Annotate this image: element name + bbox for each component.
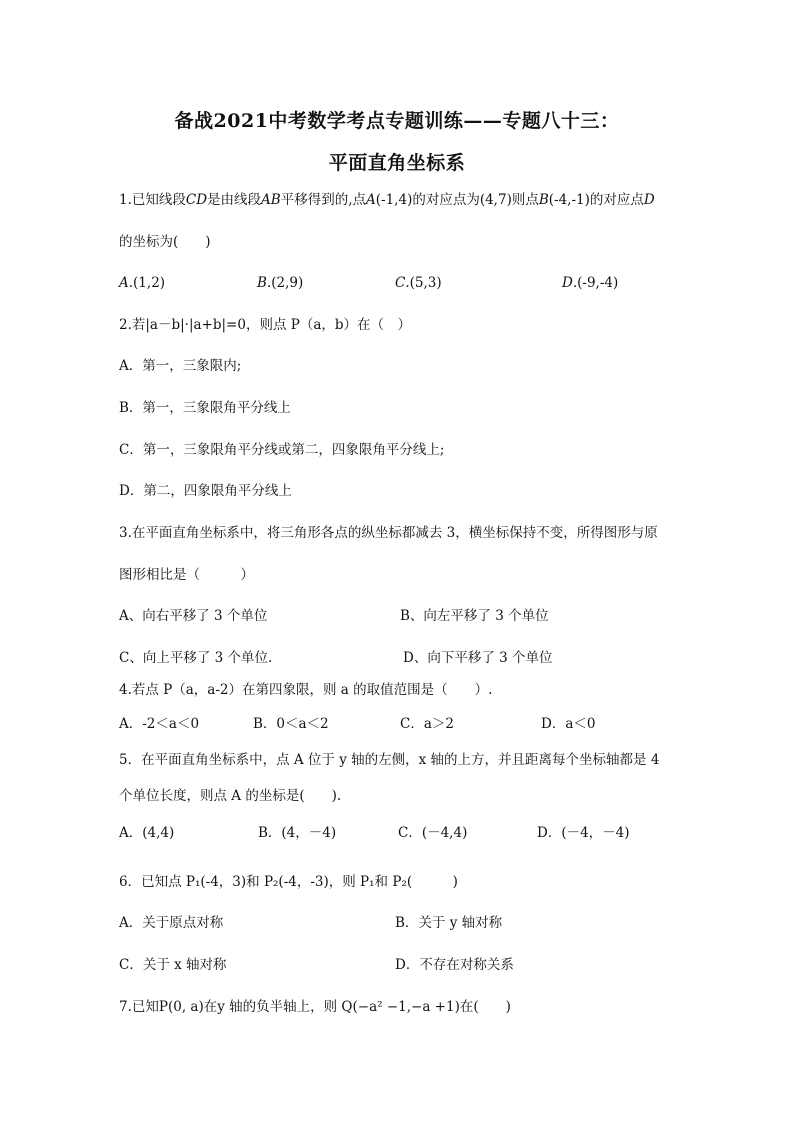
question-1-option-b: B.(2,9) — [257, 275, 304, 291]
question-1-stem: 1.已知线段CD是由线段AB平移得到的,点A(-1,4)的对应点为(4,7)则点B(-4,-1)的对应点D — [119, 192, 655, 208]
question-1-option-a: A.(1,2) — [119, 275, 166, 291]
question-5-stem: 5．在平面直角坐标系中，点 A 位于 y 轴的左侧，x 轴的上方，并且距离每个坐标轴都是 4 — [119, 752, 660, 768]
question-2-option-c: C．第一，三象限角平分线或第二，四象限角平分线上; — [119, 442, 445, 458]
question-6-option-b: B．关于 y 轴对称 — [395, 915, 503, 931]
question-2-stem: 2.若|a－b|·|a+b|=0，则点 P（a，b）在（ ） — [119, 317, 412, 333]
question-7-stem: 7.已知P(0, a)在y 轴的负半轴上，则 Q(−a² −1,−a +1)在( ) — [119, 999, 511, 1015]
question-6-option-d: D．不存在对称关系 — [395, 957, 514, 973]
title-line-1: 备战2021中考数学考点专题训练——专题八十三： — [174, 110, 620, 132]
question-3-stem: 3.在平面直角坐标系中，将三角形各点的纵坐标都减去 3，横坐标保持不变，所得图形与原 — [119, 525, 658, 541]
question-4-stem: 4.若点 P（a，a-2）在第四象限，则 a 的取值范围是（ ）. — [119, 682, 493, 698]
question-6-option-c: C．关于 x 轴对称 — [119, 957, 227, 973]
question-1-option-d: D.(-9,-4) — [562, 275, 619, 291]
question-5-option-b: B．(4，－4) — [258, 825, 337, 841]
question-1-stem-line-2: 的坐标为( ) — [119, 234, 211, 250]
question-6-stem: 6．已知点 P₁(-4，3)和 P₂(-4，-3)，则 P₁和 P₂( ) — [119, 874, 458, 890]
question-5-stem-line-2: 个单位长度，则点 A 的坐标是( ). — [119, 788, 342, 804]
question-3-option-b: B、向左平移了 3 个单位 — [400, 608, 549, 624]
question-3-stem-line-2: 图形相比是（ ） — [119, 567, 254, 583]
question-2-option-b: B．第一，三象限角平分线上 — [119, 400, 291, 416]
question-4-option-d: D．a＜0 — [541, 716, 596, 732]
question-3-option-a: A、向右平移了 3 个单位 — [119, 608, 268, 624]
question-2-option-d: D．第二，四象限角平分线上 — [119, 483, 292, 499]
question-4-option-a: A．-2＜a＜0 — [119, 716, 200, 732]
question-4-option-b: B．0＜a＜2 — [253, 716, 329, 732]
question-5-option-d: D．(－4，－4) — [537, 825, 630, 841]
question-3-option-d: D、向下平移了 3 个单位 — [403, 650, 553, 666]
title-line-2: 平面直角坐标系 — [328, 152, 466, 174]
question-5-option-a: A．(4,4) — [119, 825, 175, 841]
question-3-option-c: C、向上平移了 3 个单位. — [119, 650, 273, 666]
question-5-option-c: C．(－4,4) — [398, 825, 468, 841]
question-4-option-c: C．a＞2 — [400, 716, 454, 732]
question-2-option-a: A．第一，三象限内; — [119, 358, 242, 374]
question-6-option-a: A．关于原点对称 — [119, 915, 224, 931]
question-1-option-c: C.(5,3) — [395, 275, 442, 291]
